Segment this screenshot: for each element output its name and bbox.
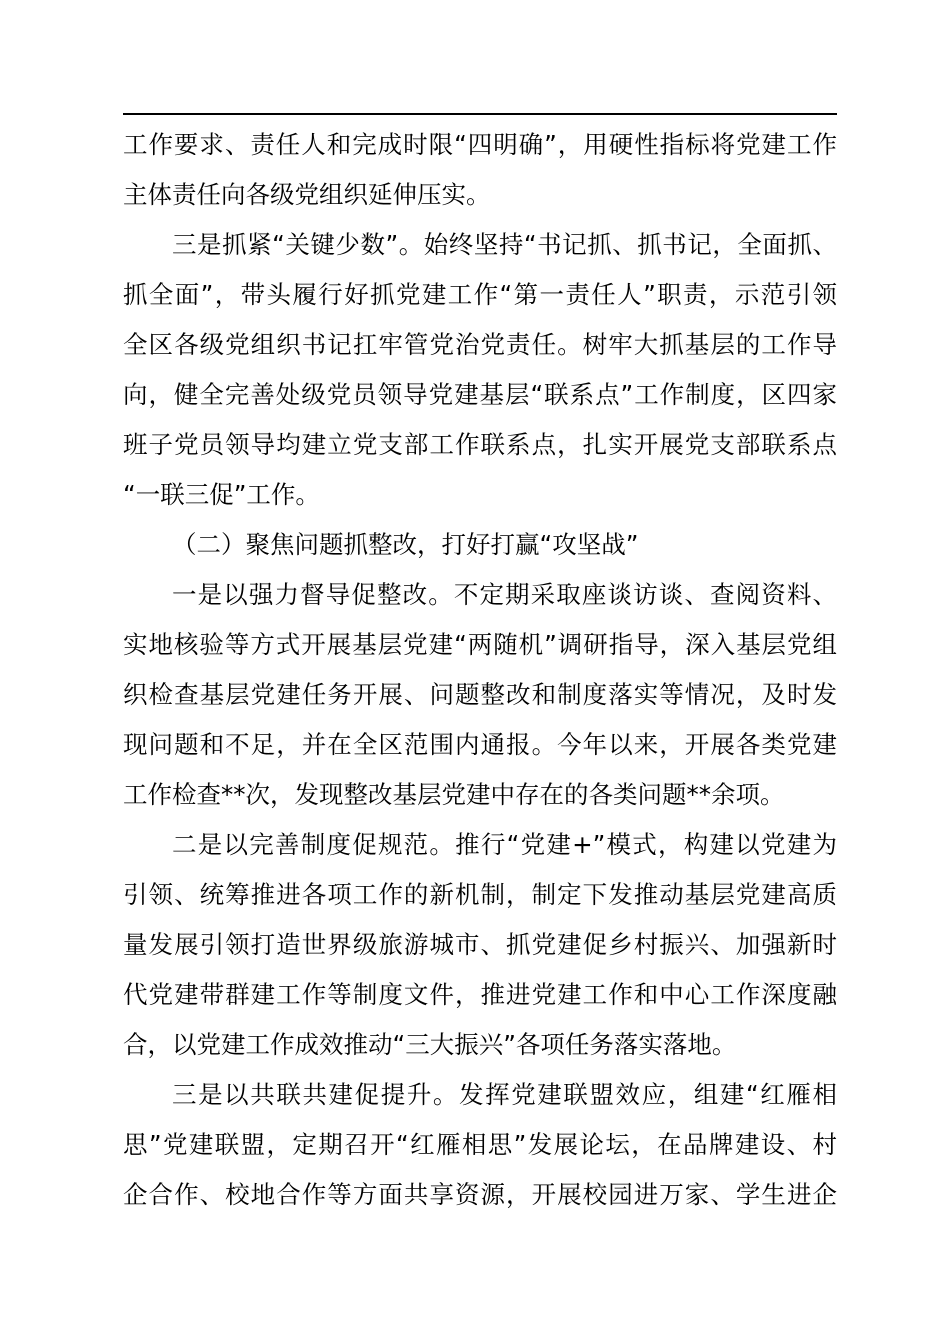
text-line: “一联三促”工作。 <box>123 480 320 509</box>
text-line: 合，以党建工作成效推动“三大振兴”各项任务落实落地。 <box>123 1030 737 1059</box>
text-line: 量发展引领打造世界级旅游城市、抓党建促乡村振兴、加强新时 <box>123 930 837 959</box>
section-heading-2 <box>123 520 837 570</box>
text-line: 一是以强力督导促整改。不定期采取座谈访谈、查阅资料、 <box>172 580 837 609</box>
section-heading-text: （二）聚焦问题抓整改，打好打赢“攻坚战” <box>172 530 639 559</box>
text-line: 三是抓紧“关键少数”。始终坚持“书记抓、抓书记，全面抓、 <box>172 230 837 259</box>
paragraph-continuation <box>123 120 837 220</box>
text-line: 现问题和不足，并在全区范围内通报。今年以来，开展各类党建 <box>123 730 837 759</box>
paragraph-key-minority <box>123 220 837 520</box>
paragraph-cobuild <box>123 1070 837 1220</box>
text-line: 抓全面”，带头履行好抓党建工作“第一责任人”职责，示范引领 <box>123 280 837 309</box>
text-line: 二是以完善制度促规范。推行“党建+”模式，构建以党建为 <box>172 830 837 859</box>
text-line: 实地核验等方式开展基层党建“两随机”调研指导，深入基层党组 <box>123 630 837 659</box>
text-line: 织检查基层党建任务开展、问题整改和制度落实等情况，及时发 <box>123 680 837 709</box>
text-line: 引领、统筹推进各项工作的新机制，制定下发推动基层党建高质 <box>123 880 837 909</box>
text-line: 思”党建联盟，定期召开“红雁相思”发展论坛，在品牌建设、村 <box>123 1130 837 1159</box>
text-line: 全区各级党组织书记扛牢管党治党责任。树牢大抓基层的工作导 <box>123 330 837 359</box>
paragraph-system <box>123 820 837 1070</box>
text-line: 企合作、校地合作等方面共享资源，开展校园进万家、学生进企 <box>123 1180 837 1209</box>
text-line: 工作要求、责任人和完成时限“四明确”，用硬性指标将党建工作 <box>123 130 837 159</box>
text-line: 代党建带群建工作等制度文件，推进党建工作和中心工作深度融 <box>123 980 837 1009</box>
text-line: 主体责任向各级党组织延伸压实。 <box>123 180 491 209</box>
text-line: 班子党员领导均建立党支部工作联系点，扎实开展党支部联系点 <box>123 430 837 459</box>
document-body <box>123 120 837 1220</box>
paragraph-supervision <box>123 570 837 820</box>
text-line: 工作检查**次，发现整改基层党建中存在的各类问题**余项。 <box>123 780 785 809</box>
text-line: 三是以共联共建促提升。发挥党建联盟效应，组建“红雁相 <box>172 1080 837 1109</box>
text-line: 向，健全完善处级党员领导党建基层“联系点”工作制度，区四家 <box>123 380 837 409</box>
header-rule <box>123 113 837 115</box>
